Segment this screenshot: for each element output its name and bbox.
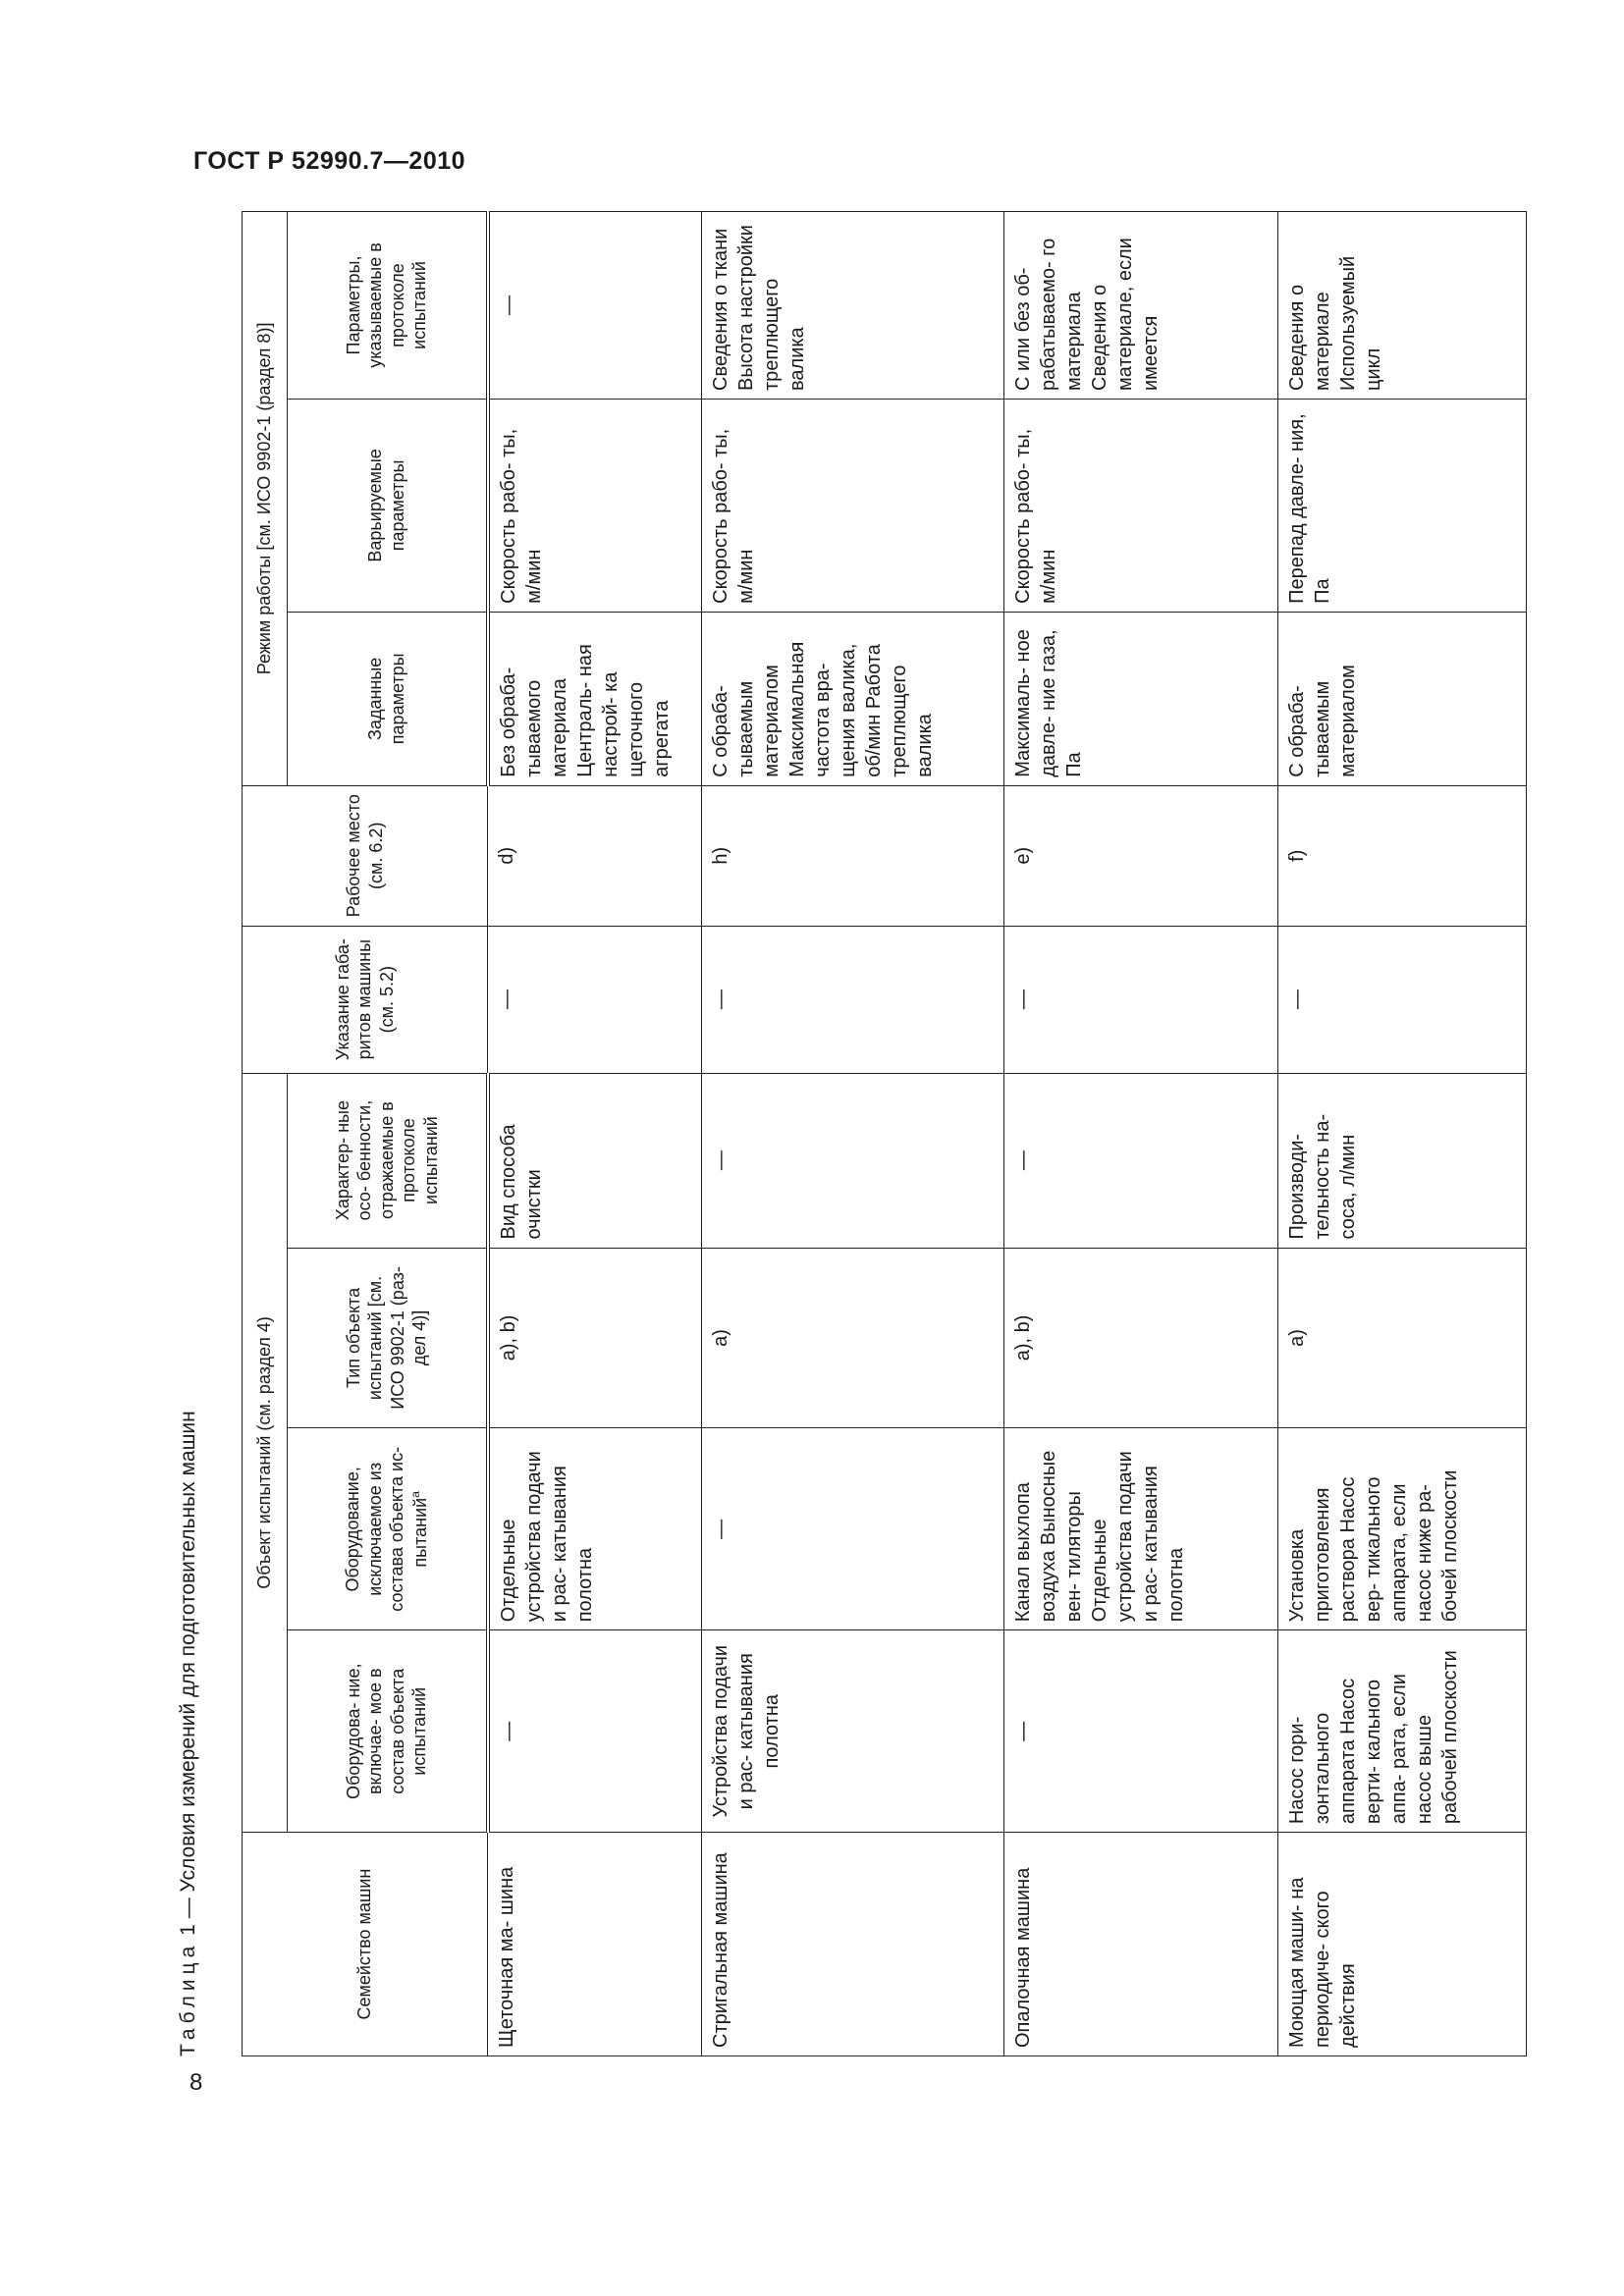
cell-workplace: d): [488, 785, 702, 926]
cell-family: Стригальная машина: [702, 1833, 1004, 2056]
header-excluded-text: Оборудование, исключаемое из состава объекта ис- пытаний: [343, 1446, 430, 1612]
table-row: [1004, 212, 1278, 2056]
cell-family: Опалочная машина: [1004, 1833, 1278, 2056]
rotated-table-block: [177, 211, 1512, 2056]
cell-family: Моющая маши- на периодиче- ского действия: [1278, 1833, 1527, 2056]
cell-workplace: f): [1278, 785, 1527, 926]
cell-workplace: h): [702, 785, 1004, 926]
header-features: Характер- ные осо- бенности, отражаемые в протоколе испытаний: [288, 1073, 488, 1248]
cell-features: Производи- тельность на- соса, л/мин: [1278, 1073, 1527, 1248]
caption-number: 1: [177, 1924, 199, 1936]
cell-excluded: Канал выхлопа воздуха Выносные вен- тиляторы Отдельные устройства подачи и рас- катывания полотна: [1004, 1428, 1278, 1630]
cell-report-params: Сведения о материале Используемый цикл: [1278, 212, 1527, 400]
cell-features: —: [1004, 1073, 1278, 1248]
header-family: Семейство машин: [243, 1833, 488, 2056]
header-group-mode: Режим работы [см. ИСО 9902-1 (раздел 8)]: [243, 212, 288, 786]
cell-features: Вид способа очистки: [488, 1073, 702, 1248]
measurement-conditions-table: [242, 211, 1527, 2056]
header-report-params: Параметры, указываемые в протоколе испытаний: [288, 212, 488, 400]
caption-prefix: Таблица: [177, 1941, 199, 2056]
cell-included: —: [1004, 1630, 1278, 1833]
cell-report-params: С или без об- рабатываемо- го материала Сведения о материале, если имеется: [1004, 212, 1278, 400]
cell-type: a), b): [488, 1248, 702, 1428]
page-number: 8: [189, 2069, 203, 2096]
cell-report-params: Сведения о ткани Высота настройки треплющего валика: [702, 212, 1004, 400]
cell-type: a): [1278, 1248, 1527, 1428]
cell-set-params: Без обраба- тываемого материала Централь- ная настрой- ка щеточного агрегата: [488, 612, 702, 785]
footnote-marker: a: [407, 1491, 422, 1498]
cell-var-params: Скорость рабо- ты, м/мин: [1004, 399, 1278, 612]
cell-included: —: [488, 1630, 702, 1833]
cell-excluded: —: [702, 1428, 1004, 1630]
cell-set-params: С обраба- тываемым материалом Максимальная частота вра- щения валика, об/мин Работа треплющего валика: [702, 612, 1004, 785]
cell-var-params: Скорость рабо- ты, м/мин: [488, 399, 702, 612]
cell-var-params: Перепад давле- ния, Па: [1278, 399, 1527, 612]
cell-var-params: Скорость рабо- ты, м/мин: [702, 399, 1004, 612]
document-header: ГОСТ Р 52990.7—2010: [193, 147, 466, 175]
table-row: [702, 212, 1004, 2056]
cell-family: Щеточная ма- шина: [488, 1833, 702, 2056]
cell-dimensions: —: [488, 926, 702, 1073]
table-row: [488, 212, 702, 2056]
cell-excluded: Отдельные устройства подачи и рас- катывания полотна: [488, 1428, 702, 1630]
cell-included: Насос гори- зонтального аппарата Насос верти- кального аппа- рата, если насос выше рабочей плоскости: [1278, 1630, 1527, 1833]
header-group-object: Объект испытаний (см. раздел 4): [243, 1073, 288, 1833]
cell-set-params: Максималь- ное давле- ние газа, Па: [1004, 612, 1278, 785]
cell-excluded: Установка приготовления раствора Насос вер- тикального аппарата, если насос ниже ра- бочей плоскости: [1278, 1428, 1527, 1630]
cell-included: Устройства подачи и рас- катывания полотна: [702, 1630, 1004, 1833]
header-included: Оборудова- ние, включае- мое в состав объекта испытаний: [288, 1630, 488, 1833]
header-type: Тип объекта испытаний [см. ИСО 9902-1 (раз- дел 4)]: [288, 1248, 488, 1428]
cell-dimensions: —: [1004, 926, 1278, 1073]
header-workplace: Рабочее место (см. 6.2): [243, 785, 488, 926]
cell-report-params: —: [488, 212, 702, 400]
cell-dimensions: —: [1278, 926, 1527, 1073]
cell-dimensions: —: [702, 926, 1004, 1073]
cell-type: a): [702, 1248, 1004, 1428]
header-set-params: Заданные параметры: [288, 612, 488, 785]
header-var-params: Варьируемые параметры: [288, 399, 488, 612]
header-excluded: [288, 1428, 488, 1630]
table-row: [1278, 212, 1527, 2056]
cell-type: a), b): [1004, 1248, 1278, 1428]
cell-features: —: [702, 1073, 1004, 1248]
table-caption: [177, 1411, 200, 2056]
header-dimensions: Указание габа- ритов машины (см. 5.2): [243, 926, 488, 1073]
cell-set-params: С обраба- тываемым материалом: [1278, 612, 1527, 785]
caption-rest: — Условия измерений для подготовительных машин: [177, 1411, 199, 1925]
cell-workplace: e): [1004, 785, 1278, 926]
